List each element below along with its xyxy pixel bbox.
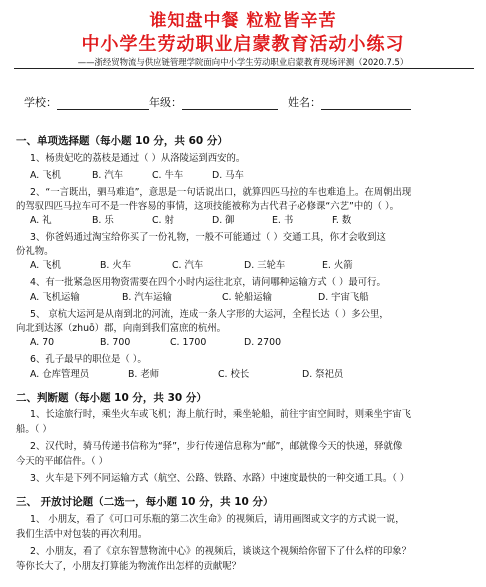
option[interactable]: C. 校长: [218, 369, 250, 380]
option[interactable]: A. 70: [30, 337, 55, 348]
option[interactable]: D. 祭祀员: [302, 369, 344, 380]
section-heading-choice: 一、单项选择题（每小题 10 分，共 60 分）: [16, 135, 228, 147]
question-text: 1、长途旅行时，乘坐火车或飞机；海上航行时，乘坐轮船，前往宇宙空间时，则乘坐宇宙飞: [30, 409, 411, 420]
question-text: 1、杨贵妃吃的荔枝是通过（ ）从洛陵运到西安的。: [30, 153, 246, 164]
name-field[interactable]: [321, 97, 411, 110]
option[interactable]: A. 飞机运输: [30, 292, 80, 303]
option[interactable]: C. 牛车: [152, 170, 184, 181]
grade-label: 年级：: [149, 96, 182, 109]
question-text: 3、你爸妈通过淘宝给你买了一份礼物，一般不可能通过（ ）交通工具，你才会收到这: [30, 232, 386, 243]
question-text: 1、 小朋友，看了《可口可乐瓶的第二次生命》的视频后，请用画图或文字的方式说一说，: [30, 514, 405, 525]
option[interactable]: E. 书: [272, 215, 294, 226]
option[interactable]: B. 700: [100, 337, 131, 348]
option[interactable]: C. 汽车: [172, 260, 204, 271]
school-label: 学校：: [24, 96, 57, 109]
option[interactable]: D. 御: [212, 215, 235, 226]
section-heading-discussion: 三、 开放讨论题（二选一，每小题 10 分，共 10 分）: [16, 496, 274, 508]
question-text: 2、小朋友，看了《京东智慧物流中心》的视频后，谈谈这个视频给你留下了什么样的印象？: [30, 546, 411, 557]
option[interactable]: D. 宇宙飞船: [318, 292, 369, 303]
option[interactable]: C. 1700: [170, 337, 207, 348]
option[interactable]: B. 汽车: [92, 170, 124, 181]
option[interactable]: B. 火车: [100, 260, 132, 271]
option[interactable]: E. 火箭: [322, 260, 353, 271]
page-subtitle: ——浙经贸物流与供应链管理学院面向中小学生劳动职业启蒙教育现场评测（2020.7.5）: [77, 57, 409, 67]
name-label: 姓名：: [288, 96, 321, 109]
option[interactable]: A. 飞机: [30, 170, 61, 181]
option[interactable]: C. 射: [152, 215, 174, 226]
student-info-row: [24, 94, 411, 110]
option[interactable]: B. 汽车运输: [122, 292, 172, 303]
option[interactable]: A. 飞机: [30, 260, 61, 271]
option[interactable]: B. 老师: [128, 369, 160, 380]
question-text: 今天的平邮信件。（ ）: [16, 456, 109, 467]
question-text: 2、汉代时，骑马传递书信称为“驿”，步行传递信息称为“邮”，邮就像今天的快递，驿就像: [30, 441, 403, 452]
option[interactable]: F. 数: [332, 215, 352, 226]
option[interactable]: A. 礼: [30, 215, 52, 226]
question-text: 4、有一批紧急医用物资需要在四个小时内运往北京，请问哪种运输方式（ ）最可行。: [30, 277, 386, 288]
slogan: 谁知盘中餐 粒粒皆辛苦: [149, 11, 337, 31]
header-divider: [14, 68, 474, 69]
question-text: 5、 京杭大运河是从南到北的河流，连成一条人字形的大运河，全程长达（ ）多公里，: [30, 309, 389, 320]
question-text: 3、火车是下列不同运输方式（航空、公路、铁路、水路）中速度最快的一种交通工具。（ ）: [30, 473, 410, 484]
option[interactable]: A. 仓库管理员: [30, 369, 90, 380]
question-text: 我们生活中对包装的再次利用。: [16, 529, 148, 540]
option[interactable]: D. 三轮车: [244, 260, 286, 271]
question-text: 船。（ ）: [16, 424, 52, 435]
question-text: 份礼物。: [16, 246, 54, 257]
question-text: 向北到达涿（zhuō）郡，向南到我们富庶的杭州。: [16, 323, 227, 334]
grade-field[interactable]: [182, 97, 278, 110]
question-text: 2、“一言既出，驷马难追”，意思是一句话说出口，就算四匹马拉的车也难追上。在周朝出现: [30, 187, 412, 198]
page-title: 中小学生劳动职业启蒙教育活动小练习: [81, 34, 405, 55]
section-heading-judgement: 二、判断题（每小题 10 分，共 30 分）: [16, 392, 207, 404]
option[interactable]: D. 2700: [244, 337, 282, 348]
question-text: 的驾驭四匹马拉车可不是一件容易的事情，这项技能被称为古代君子必修课“六艺”中的（ ）。: [16, 201, 400, 212]
question-text: 6、孔子最早的职位是（ ）。: [30, 354, 147, 365]
option[interactable]: B. 乐: [92, 215, 114, 226]
option[interactable]: C. 轮船运输: [222, 292, 273, 303]
option[interactable]: D. 马车: [212, 170, 244, 181]
school-field[interactable]: [57, 97, 149, 110]
question-text: 等你长大了，小朋友打算能为物流作出怎样的贡献呢？: [16, 561, 242, 572]
